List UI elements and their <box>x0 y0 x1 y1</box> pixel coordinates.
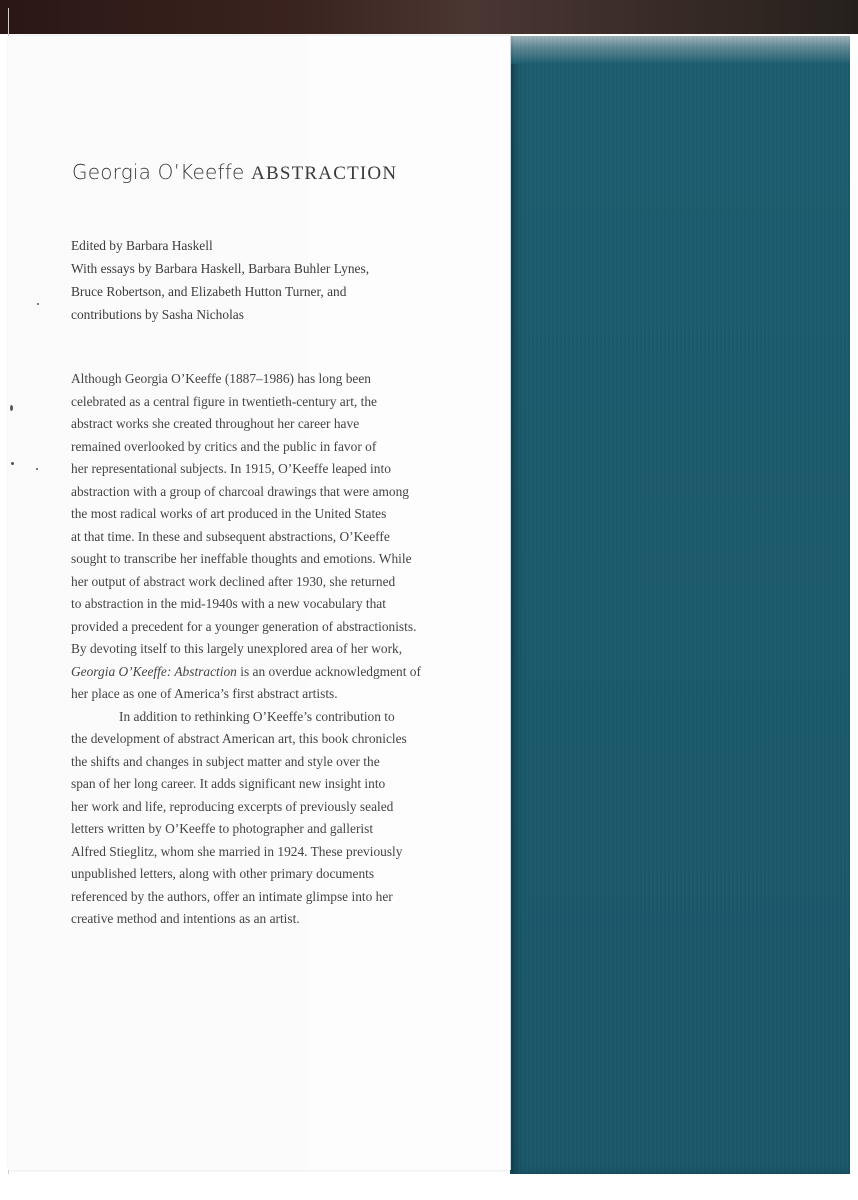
text-line: In addition to rethinking O’Keeffe’s contribution to <box>119 708 395 724</box>
dust-speck <box>36 468 38 470</box>
text-line: By devoting itself to this largely unexplored area of her work, <box>71 641 403 656</box>
text-line: her place as one of America’s first abstract artists. <box>71 686 338 701</box>
text-line: celebrated as a central figure in twentieth-century art, the <box>71 393 377 409</box>
text-line: sought to transcribe her ineffable thoughts and emotions. While <box>71 551 412 566</box>
text-line: creative method and intentions as an artist. <box>71 911 300 926</box>
book-cover-board <box>510 36 850 1174</box>
text-line: at that time. In these and subsequent abstractions, O’Keeffe <box>71 528 390 544</box>
text-line: the shifts and changes in subject matter and style over the <box>71 753 380 769</box>
text-line: span of her long career. It adds significant new insight into <box>71 776 386 791</box>
text-fragment: is an overdue acknowledgment of <box>236 663 421 679</box>
credits-block <box>71 234 491 326</box>
dust-speck <box>10 405 13 411</box>
credit-line: With essays by Barbara Haskell, Barbara Buhler Lynes, <box>71 261 370 276</box>
text-line-with-italic <box>71 661 511 684</box>
text-line: abstract works she created throughout her career have <box>71 416 360 431</box>
text-line: her work and life, reproducing excerpts of previously sealed <box>71 798 394 814</box>
credit-line: Bruce Robertson, and Elizabeth Hutton Turner, and <box>71 284 347 299</box>
text-line: to abstraction in the mid-1940s with a new vocabulary that <box>71 596 386 611</box>
text-line: Alfred Stieglitz, whom she married in 1924. These previously <box>71 843 403 859</box>
text-line: Although Georgia O’Keeffe (1887–1986) has long been <box>71 371 371 386</box>
text-line: unpublished letters, along with other primary documents <box>71 866 375 881</box>
text-line: referenced by the authors, offer an intimate glimpse into her <box>71 888 393 904</box>
text-line: provided a precedent for a younger generation of abstractionists. <box>71 618 417 634</box>
book-title <box>72 160 502 185</box>
text-line: remained overlooked by critics and the public in favor of <box>71 438 377 454</box>
title-sub: ABSTRACTION <box>251 163 398 184</box>
text-line: her output of abstract work declined after 1930, she returned <box>71 573 396 589</box>
dust-jacket-flap <box>8 36 511 1170</box>
text-line: her representational subjects. In 1915, O’Keeffe leaped into <box>71 461 391 476</box>
description-text <box>71 368 511 931</box>
credit-line: Edited by Barbara Haskell <box>71 238 213 253</box>
credit-line: contributions by Sasha Nicholas <box>71 307 244 322</box>
dust-speck <box>11 462 14 465</box>
title-main: Georgia O’Keeffe <box>72 160 245 184</box>
text-line: the most radical works of art produced in the United States <box>71 506 387 521</box>
text-line: the development of abstract American art, this book chronicles <box>71 731 407 746</box>
text-line: letters written by O’Keeffe to photographer and gallerist <box>71 821 374 836</box>
dust-speck <box>37 303 39 305</box>
text-line: abstraction with a group of charcoal drawings that were among <box>71 483 409 499</box>
book-title-italic: Georgia O’Keeffe: Abstraction <box>71 663 237 679</box>
